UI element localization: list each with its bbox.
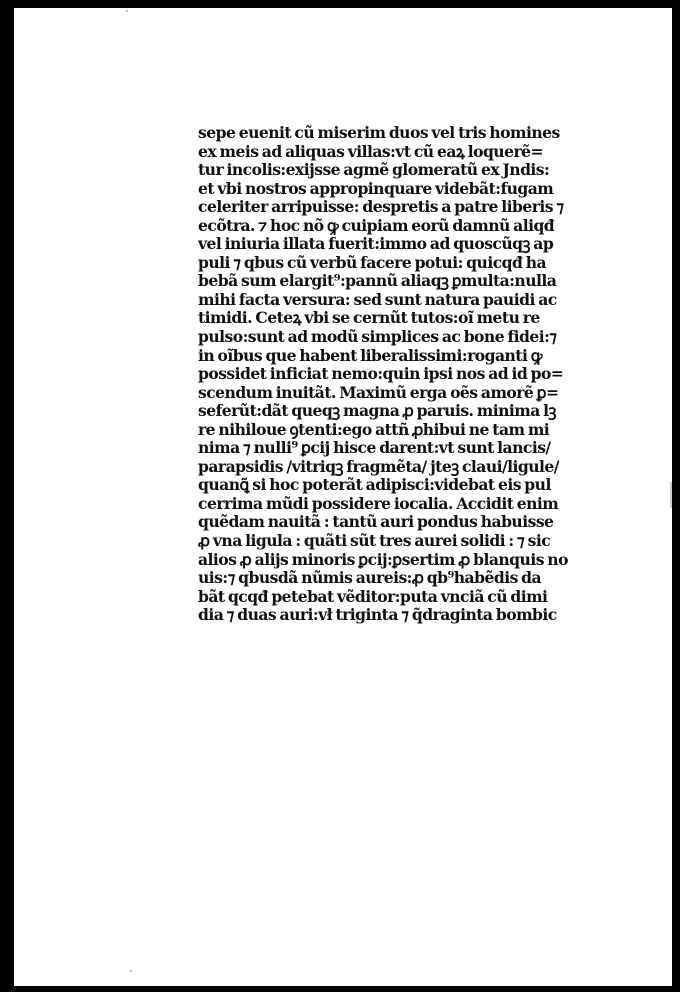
text-line: ꝓ vna ligula : quãti sũt tres aurei solidi : ⁊ sic: [198, 532, 551, 551]
text-line: cerrima mũdi possidere iocalia. Accidit enim: [198, 494, 559, 513]
text-line: mihi facta versura: sed sunt natura pauidi ac: [198, 290, 557, 309]
text-line: alios ꝓ alijs minoris ꝑcij:ꝑsertim ꝓ blanquis no: [198, 550, 568, 569]
text-line: dia ⁊ duas auri:vł triginta ⁊ q̃draginta bombic: [198, 606, 557, 625]
text-line: puli ⁊ qbus cũ verbũ facere potui: quicqđ ha: [198, 253, 547, 272]
text-line: seferũt:dãt queqꝫ magna ꝓ paruis. minima lꝫ: [198, 402, 556, 421]
text-line: quanꝗ̃ si hoc poterãt adipisci:videbat eis pul: [198, 476, 551, 495]
text-line: uis:⁊ qbusdã nũmis aureis:ꝓ qb⁹habẽdis da: [198, 569, 542, 588]
scan-speck: [130, 970, 132, 972]
text-line: scendum inuitãt. Maximũ erga oẽs amorẽ ꝑ=: [198, 383, 559, 402]
text-line: in oĩbus que habent liberalissimi:roganti ꝙ: [198, 346, 542, 365]
text-line: et vbi nostros appropinquare videbãt:fugam: [198, 179, 554, 198]
text-line: ecõtra. ⁊ hoc nõ ꝙ cuipiam eorũ damnũ aliqđ: [198, 216, 555, 235]
text-line: vel iniuria illata fuerit:immo ad quoscũqꝫ ap: [198, 235, 554, 254]
page-sheet: [14, 8, 672, 986]
text-line: pulso:sunt ad modũ simplices ac bone fidei:⁊: [198, 328, 557, 347]
text-line: possidet inficiat nemo:quin ipsi nos ad id po=: [198, 365, 564, 384]
text-line: re nihiloue ꝯtenti:ego attñ ꝓhibui ne tam mi: [198, 420, 550, 439]
text-line: tur incolis:exijsse agmẽ glomeratũ ex Jndis:: [198, 161, 550, 180]
text-line: nima ⁊ nulli⁹ ꝑcij hisce darent:vt sunt lancis/: [198, 439, 551, 458]
text-line: ex meis ad aliquas villas:vt cũ eaꝝ loquerẽ=: [198, 142, 544, 161]
text-line: timidi. Ceteꝝ vbi se cernũt tutos:oĩ metu re: [198, 309, 540, 328]
text-line: parapsidis /vitriqꝫ fragmẽta/ jteꝫ claui/ligule/: [198, 457, 559, 476]
text-line: quẽdam nauitã : tantũ auri pondus habuisse: [198, 513, 554, 532]
scan-edge-mark: [670, 482, 672, 508]
text-line: celeriter arripuisse: despretis a patre liberis ⁊: [198, 198, 564, 217]
text-line: bebã sum elargit⁹:pannũ aliaqꝫ ꝑmulta:nulla: [198, 272, 557, 291]
text-line: sepe euenit cũ miserim duos vel tris homines: [198, 124, 560, 142]
scan-speck: [126, 10, 128, 12]
text-line: bãt qcqđ petebat vẽditor:puta vnciã cũ dimi: [198, 587, 548, 606]
text-block: [198, 124, 578, 625]
